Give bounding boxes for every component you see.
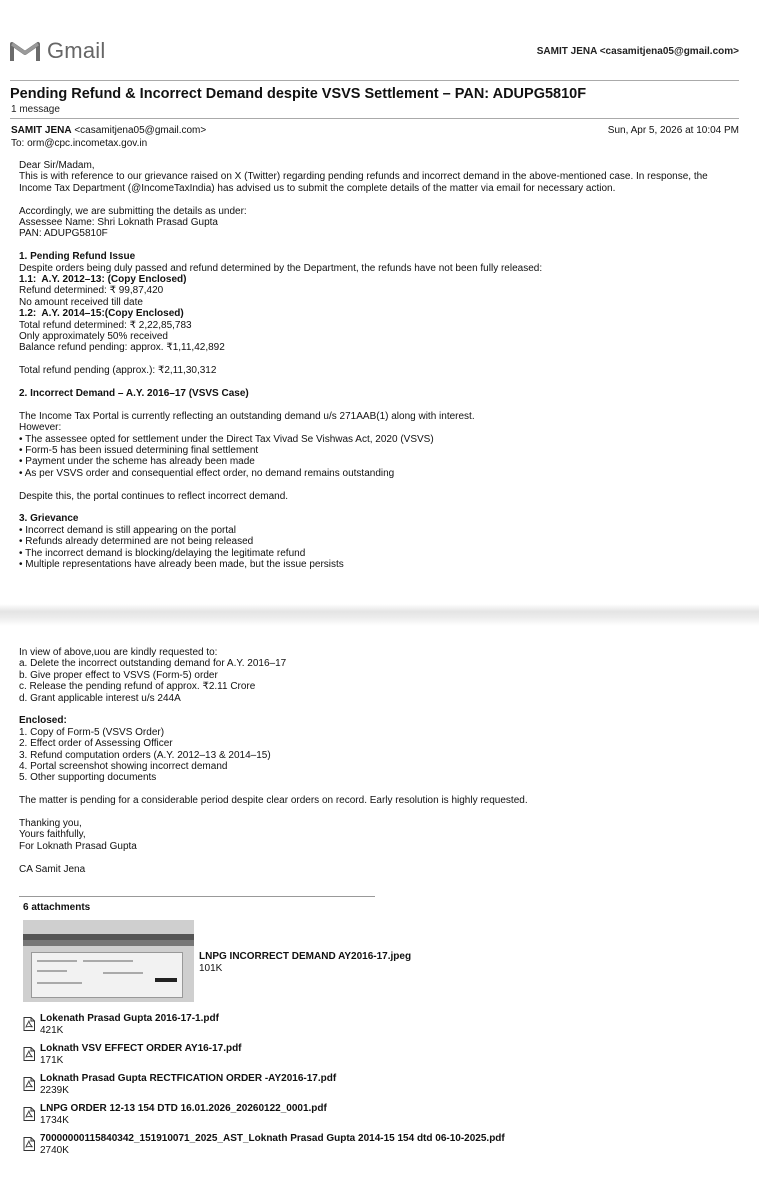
body-line: • The incorrect demand is blocking/delaying the legitimate refund	[19, 547, 306, 559]
body-line	[19, 807, 739, 818]
attachment-thumbnail[interactable]	[23, 920, 194, 1002]
body-line: • The assessee opted for settlement under the Direct Tax Vivad Se Vishwas Act, 2020 (VSVS)	[19, 433, 434, 445]
body-line: 1.1: A.Y. 2012–13: (Copy Enclosed)	[19, 274, 187, 286]
recipient-line: To: orm@cpc.incometax.gov.in	[11, 138, 148, 149]
sender-line	[11, 125, 206, 136]
body-line: • Refunds already determined are not being released	[19, 536, 254, 548]
attachment-size: 2740K	[40, 1145, 69, 1156]
body-line	[19, 399, 739, 410]
body-line: 1.2: A.Y. 2014–15:(Copy Enclosed)	[19, 308, 184, 320]
body-line: • Multiple representations have already been made, but the issue persists	[19, 559, 344, 571]
page-break	[0, 604, 759, 626]
attachments-divider	[19, 896, 375, 897]
body-line: The Income Tax Portal is currently reflecting an outstanding demand u/s 271AAB(1) along with interest.	[19, 410, 475, 422]
attachment-size: 1734K	[40, 1115, 69, 1126]
attachment-size: 2239K	[40, 1085, 69, 1096]
body-line	[19, 479, 739, 490]
header-divider	[10, 80, 739, 81]
body-line	[19, 354, 739, 365]
body-line: 1. Copy of Form-5 (VSVS Order)	[19, 726, 165, 738]
thumb-panel	[31, 952, 183, 998]
attachment-name[interactable]: Lokenath Prasad Gupta 2016-17-1.pdf	[40, 1013, 219, 1024]
attachment-size: 421K	[40, 1025, 64, 1036]
subject-divider	[10, 118, 739, 119]
body-line: Only approximately 50% received	[19, 331, 168, 343]
attachments-title: 6 attachments	[23, 902, 91, 913]
body-line: • As per VSVS order and consequential effect order, no demand remains outstanding	[19, 467, 395, 479]
body-line: Income Tax Department (@IncomeTaxIndia) has advised us to submit the complete details of the matter via email for necessary action.	[19, 182, 616, 194]
pdf-file-icon	[23, 1047, 35, 1061]
body-line: This is with reference to our grievance raised on X (Twitter) regarding pending refunds and incorrect demand in the above-mentioned case. In response, the	[19, 171, 708, 183]
body-line: 2. Effect order of Assessing Officer	[19, 738, 173, 750]
body-line: Dear Sir/Madam,	[19, 160, 95, 171]
body-line: 1. Pending Refund Issue	[19, 251, 136, 263]
body-line: Assessee Name: Shri Loknath Prasad Gupta	[19, 217, 218, 229]
gmail-logo[interactable]	[10, 38, 105, 64]
thumb-nav-bar	[23, 940, 194, 946]
attachment-name[interactable]: Loknath Prasad Gupta RECTFICATION ORDER -AY2016-17.pdf	[40, 1073, 337, 1084]
body-line: a. Delete the incorrect outstanding demand for A.Y. 2016–17	[19, 658, 287, 670]
sender-name: SAMIT JENA	[11, 125, 72, 136]
body-line: d. Grant applicable interest u/s 244A	[19, 692, 181, 704]
body-line: • Form-5 has been issued determining final settlement	[19, 445, 259, 457]
body-line: Total refund determined: ₹ 2,22,85,783	[19, 319, 192, 331]
sender-email[interactable]: <casamitjena05@gmail.com>	[74, 125, 207, 136]
message-count: 1 message	[11, 104, 60, 115]
body-line	[19, 240, 739, 251]
body-line: • Incorrect demand is still appearing on the portal	[19, 524, 236, 536]
body-line: Accordingly, we are submitting the details as under:	[19, 205, 247, 217]
pdf-file-icon	[23, 1077, 35, 1091]
attachment-size: 101K	[199, 963, 223, 974]
gmail-wordmark: Gmail	[47, 38, 106, 63]
body-line: Despite this, the portal continues to reflect incorrect demand.	[19, 490, 289, 502]
body-line	[19, 852, 739, 863]
body-line: Despite orders being duly passed and refund determined by the Department, the refunds have not been fully released:	[19, 262, 543, 274]
thumb-line	[83, 960, 133, 962]
body-line: Enclosed:	[19, 715, 67, 727]
body-line: No amount received till date	[19, 296, 143, 308]
body-line: 2. Incorrect Demand – A.Y. 2016–17 (VSVS Case)	[19, 388, 249, 400]
email-body-part1	[19, 160, 739, 571]
body-line: Balance refund pending: approx. ₹1,11,42,892	[19, 342, 225, 354]
thumb-line	[37, 970, 67, 972]
attachment-name[interactable]: Loknath VSV EFFECT ORDER AY16-17.pdf	[40, 1043, 242, 1054]
attachment-name[interactable]: LNPG ORDER 12-13 154 DTD 16.01.2026_20260122_0001.pdf	[40, 1103, 327, 1114]
body-line: Refund determined: ₹ 99,87,420	[19, 285, 164, 297]
thumb-line	[37, 960, 77, 962]
body-line	[19, 502, 739, 513]
body-line: 4. Portal screenshot showing incorrect demand	[19, 761, 228, 773]
body-line: Yours faithfully,	[19, 829, 86, 841]
thumb-button	[155, 978, 177, 982]
body-line: In view of above,uou are kindly requested to:	[19, 647, 218, 658]
body-line: • Payment under the scheme has already been made	[19, 456, 255, 468]
body-line	[19, 784, 739, 795]
body-line: c. Release the pending refund of approx. ₹2.11 Crore	[19, 681, 256, 693]
pdf-file-icon	[23, 1137, 35, 1151]
pdf-file-icon	[23, 1017, 35, 1031]
attachment-size: 171K	[40, 1055, 64, 1066]
body-line: 3. Refund computation orders (A.Y. 2012–13 & 2014–15)	[19, 749, 271, 761]
attachment-name[interactable]: LNPG INCORRECT DEMAND AY2016-17.jpeg	[199, 951, 412, 962]
account-label: SAMIT JENA <casamitjena05@gmail.com>	[536, 46, 739, 57]
body-line: The matter is pending for a considerable period despite clear orders on record. Early resolution is highly requested.	[19, 795, 528, 807]
email-body-part2	[19, 647, 739, 875]
attachment-name[interactable]: 70000000115840342_151910071_2025_AST_Loknath Prasad Gupta 2014-15 154 dtd 06-10-2025.pdf	[40, 1133, 505, 1144]
body-line	[19, 377, 739, 388]
body-line: 5. Other supporting documents	[19, 772, 157, 784]
body-line: 3. Grievance	[19, 513, 79, 525]
body-line	[19, 704, 739, 715]
thumb-line	[103, 972, 143, 974]
pdf-file-icon	[23, 1107, 35, 1121]
body-line: Thanking you,	[19, 818, 82, 830]
body-line: For Loknath Prasad Gupta	[19, 840, 137, 852]
body-line: Total refund pending (approx.): ₹2,11,30,312	[19, 365, 217, 377]
thumb-line	[37, 982, 82, 984]
body-line	[19, 194, 739, 205]
email-subject: Pending Refund & Incorrect Demand despite VSVS Settlement – PAN: ADUPG5810F	[10, 86, 587, 102]
gmail-m-icon	[10, 40, 40, 63]
email-date: Sun, Apr 5, 2026 at 10:04 PM	[607, 125, 739, 136]
body-line: CA Samit Jena	[19, 863, 86, 875]
body-line: However:	[19, 422, 62, 434]
body-line: b. Give proper effect to VSVS (Form-5) order	[19, 669, 218, 681]
body-line: PAN: ADUPG5810F	[19, 228, 108, 240]
